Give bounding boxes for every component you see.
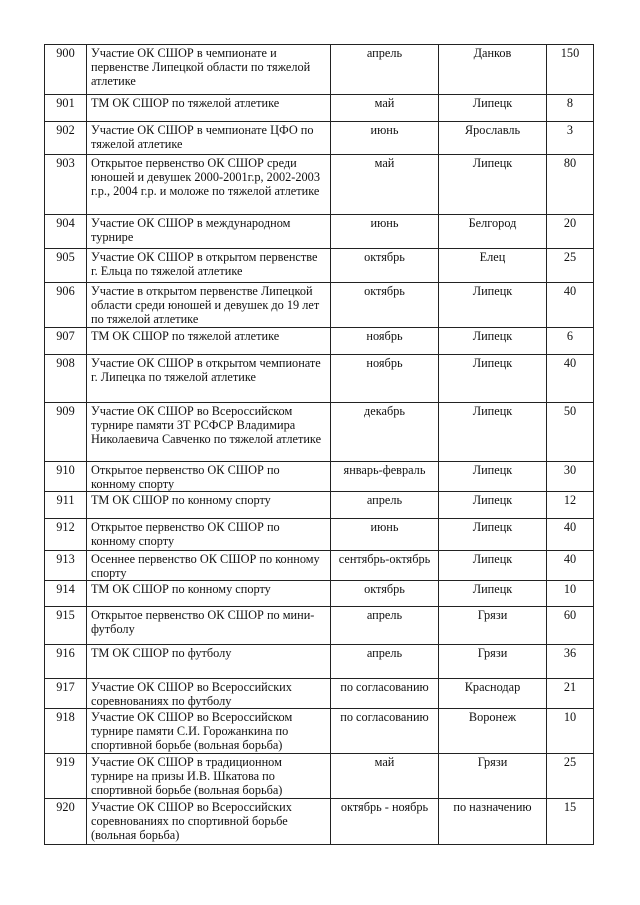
participant-count: 10: [547, 709, 594, 754]
row-number: 906: [45, 283, 87, 328]
event-month: апрель: [331, 492, 439, 519]
table-row: [45, 645, 594, 679]
event-month: январь-февраль: [331, 462, 439, 492]
participant-count: 40: [547, 519, 594, 551]
table-row: [45, 403, 594, 462]
table-row: [45, 122, 594, 155]
event-month: июнь: [331, 215, 439, 249]
event-name: Участие ОК СШОР во Всероссийском турнире памяти ЗТ РСФСР Владимира Николаевича Савченко по тяжелой атлетике: [87, 403, 331, 462]
row-number: 919: [45, 754, 87, 799]
event-name: Участие ОК СШОР во Всероссийских соревнованиях по спортивной борьбе (вольная борьба): [87, 799, 331, 845]
row-number: 913: [45, 551, 87, 581]
row-number: 909: [45, 403, 87, 462]
row-number: 900: [45, 45, 87, 95]
event-name: Участие ОК СШОР во Всероссийских соревнованиях по футболу: [87, 679, 331, 709]
event-place: Грязи: [439, 645, 547, 679]
event-place: Липецк: [439, 155, 547, 215]
participant-count: 12: [547, 492, 594, 519]
table-row: [45, 519, 594, 551]
event-month: по согласованию: [331, 709, 439, 754]
event-name: Открытое первенство ОК СШОР по мини-футболу: [87, 607, 331, 645]
event-name: Открытое первенство ОК СШОР по конному спорту: [87, 462, 331, 492]
event-name: Осеннее первенство ОК СШОР по конному спорту: [87, 551, 331, 581]
document-page: [44, 44, 593, 845]
participant-count: 80: [547, 155, 594, 215]
event-month: декабрь: [331, 403, 439, 462]
table-row: [45, 679, 594, 709]
table-row: [45, 607, 594, 645]
event-name: Участие ОК СШОР в традиционном турнире на призы И.В. Шкатова по спортивной борьбе (вольная борьба): [87, 754, 331, 799]
event-place: Грязи: [439, 754, 547, 799]
event-name: Участие ОК СШОР в международном турнире: [87, 215, 331, 249]
event-place: Липецк: [439, 355, 547, 403]
participant-count: 6: [547, 328, 594, 355]
table-row: [45, 709, 594, 754]
event-place: Липецк: [439, 581, 547, 607]
participant-count: 25: [547, 754, 594, 799]
row-number: 903: [45, 155, 87, 215]
row-number: 916: [45, 645, 87, 679]
event-month: октябрь - ноябрь: [331, 799, 439, 845]
event-month: октябрь: [331, 581, 439, 607]
event-name: Открытое первенство ОК СШОР по конному спорту: [87, 519, 331, 551]
event-place: Липецк: [439, 403, 547, 462]
event-month: июнь: [331, 122, 439, 155]
event-month: октябрь: [331, 249, 439, 283]
participant-count: 10: [547, 581, 594, 607]
table-row: [45, 283, 594, 328]
table-row: [45, 551, 594, 581]
event-name: Участие ОК СШОР в чемпионате ЦФО по тяжелой атлетике: [87, 122, 331, 155]
event-month: по согласованию: [331, 679, 439, 709]
table-row: [45, 249, 594, 283]
event-place: Липецк: [439, 492, 547, 519]
participant-count: 36: [547, 645, 594, 679]
participant-count: 30: [547, 462, 594, 492]
table-row: [45, 581, 594, 607]
event-place: Ярославль: [439, 122, 547, 155]
table-row: [45, 492, 594, 519]
event-place: Белгород: [439, 215, 547, 249]
row-number: 920: [45, 799, 87, 845]
participant-count: 50: [547, 403, 594, 462]
table-row: [45, 215, 594, 249]
event-place: Липецк: [439, 519, 547, 551]
row-number: 907: [45, 328, 87, 355]
event-month: апрель: [331, 645, 439, 679]
event-place: Липецк: [439, 328, 547, 355]
event-month: сентябрь-октябрь: [331, 551, 439, 581]
participant-count: 20: [547, 215, 594, 249]
participant-count: 8: [547, 95, 594, 122]
participant-count: 40: [547, 355, 594, 403]
row-number: 905: [45, 249, 87, 283]
table-row: [45, 45, 594, 95]
table-row: [45, 328, 594, 355]
participant-count: 60: [547, 607, 594, 645]
row-number: 901: [45, 95, 87, 122]
event-month: ноябрь: [331, 355, 439, 403]
event-place: Грязи: [439, 607, 547, 645]
table-row: [45, 155, 594, 215]
row-number: 911: [45, 492, 87, 519]
event-place: Елец: [439, 249, 547, 283]
participant-count: 3: [547, 122, 594, 155]
event-month: апрель: [331, 45, 439, 95]
event-place: Воронеж: [439, 709, 547, 754]
row-number: 912: [45, 519, 87, 551]
event-name: ТМ ОК СШОР по конному спорту: [87, 581, 331, 607]
event-month: май: [331, 95, 439, 122]
participant-count: 15: [547, 799, 594, 845]
event-name: Участие ОК СШОР в открытом первенстве г. Ельца по тяжелой атлетике: [87, 249, 331, 283]
events-table: [44, 44, 594, 845]
event-name: ТМ ОК СШОР по футболу: [87, 645, 331, 679]
row-number: 914: [45, 581, 87, 607]
participant-count: 25: [547, 249, 594, 283]
event-name: Открытое первенство ОК СШОР среди юношей и девушек 2000-2001г.р, 2002-2003 г.р., 2004 г.р. и моложе по тяжелой атлетике: [87, 155, 331, 215]
participant-count: 150: [547, 45, 594, 95]
row-number: 902: [45, 122, 87, 155]
event-name: ТМ ОК СШОР по тяжелой атлетике: [87, 95, 331, 122]
row-number: 904: [45, 215, 87, 249]
row-number: 918: [45, 709, 87, 754]
event-month: ноябрь: [331, 328, 439, 355]
event-month: май: [331, 155, 439, 215]
event-place: по назначению: [439, 799, 547, 845]
event-month: апрель: [331, 607, 439, 645]
events-table-body: [45, 45, 594, 845]
event-name: Участие ОК СШОР в открытом чемпионате г. Липецка по тяжелой атлетике: [87, 355, 331, 403]
event-place: Краснодар: [439, 679, 547, 709]
event-name: Участие ОК СШОР во Всероссийском турнире памяти С.И. Горожанкина по спортивной борьбе (вольная борьба): [87, 709, 331, 754]
participant-count: 40: [547, 551, 594, 581]
table-row: [45, 355, 594, 403]
event-name: ТМ ОК СШОР по конному спорту: [87, 492, 331, 519]
event-place: Данков: [439, 45, 547, 95]
table-row: [45, 95, 594, 122]
participant-count: 40: [547, 283, 594, 328]
event-month: июнь: [331, 519, 439, 551]
table-row: [45, 799, 594, 845]
row-number: 915: [45, 607, 87, 645]
row-number: 908: [45, 355, 87, 403]
event-name: Участие в открытом первенстве Липецкой области среди юношей и девушек до 19 лет по тяжелой атлетике: [87, 283, 331, 328]
event-name: Участие ОК СШОР в чемпионате и первенстве Липецкой области по тяжелой атлетике: [87, 45, 331, 95]
event-month: октябрь: [331, 283, 439, 328]
participant-count: 21: [547, 679, 594, 709]
event-place: Липецк: [439, 283, 547, 328]
row-number: 910: [45, 462, 87, 492]
event-month: май: [331, 754, 439, 799]
event-place: Липецк: [439, 462, 547, 492]
event-name: ТМ ОК СШОР по тяжелой атлетике: [87, 328, 331, 355]
row-number: 917: [45, 679, 87, 709]
table-row: [45, 462, 594, 492]
event-place: Липецк: [439, 551, 547, 581]
table-row: [45, 754, 594, 799]
event-place: Липецк: [439, 95, 547, 122]
